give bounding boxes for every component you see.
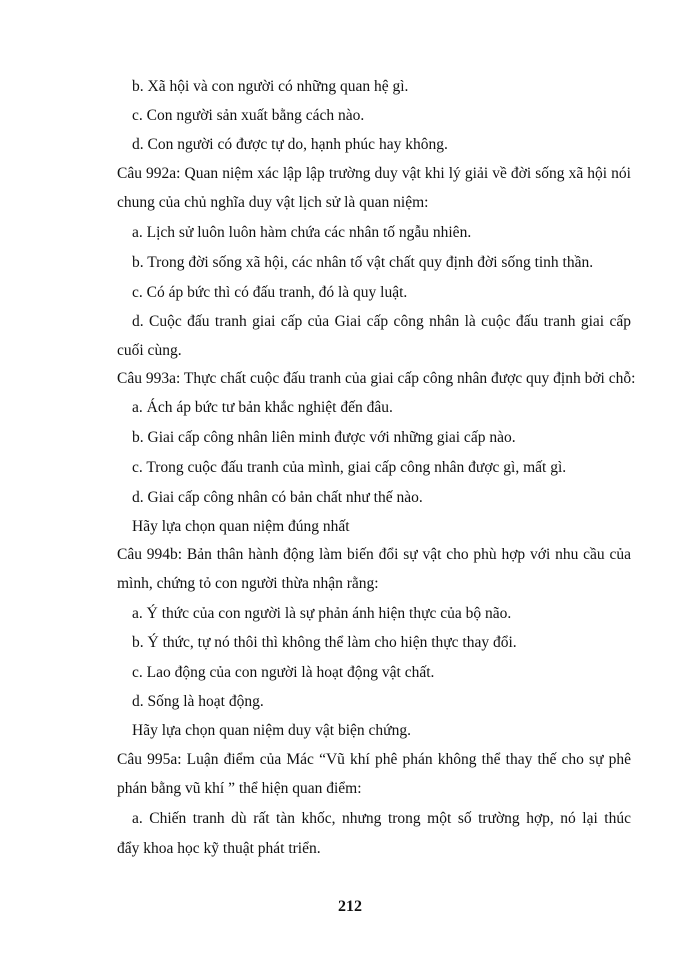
question-992a-option-a: a. Lịch sử luôn luôn hàm chứa các nhân tố ngẫu nhiên. <box>132 224 472 241</box>
question-992a-option-d-line-2: cuối cùng. <box>117 342 182 359</box>
question-994b-line-1: Câu 994b: Bản thân hành động làm biến đổi sự vật cho phù hợp với nhu cầu của <box>117 546 631 563</box>
question-993a-option-b: b. Giai cấp công nhân liên minh được với những giai cấp nào. <box>132 429 516 446</box>
option-b-text: b. Xã hội và con người có những quan hệ gì. <box>132 78 409 95</box>
question-995a-line-2: phán bằng vũ khí ” thể hiện quan điểm: <box>117 780 362 797</box>
question-993a-instruction: Hãy lựa chọn quan niệm đúng nhất <box>132 518 350 535</box>
question-994b-line-2: mình, chứng tỏ con người thừa nhận rằng: <box>117 575 379 592</box>
question-994b-option-a: a. Ý thức của con người là sự phản ánh hiện thực của bộ não. <box>132 605 512 622</box>
question-993a-option-d: d. Giai cấp công nhân có bản chất như thế nào. <box>132 489 423 506</box>
question-994b-instruction: Hãy lựa chọn quan niệm duy vật biện chứng. <box>132 722 411 739</box>
question-993a-text: Câu 993a: Thực chất cuộc đấu tranh của giai cấp công nhân được quy định bởi chỗ: <box>117 370 636 387</box>
question-995a-option-a-line-1: a. Chiến tranh dù rất tàn khốc, nhưng trong một số trường hợp, nó lại thúc <box>132 810 631 827</box>
question-992a-line-2: chung của chủ nghĩa duy vật lịch sử là quan niệm: <box>117 194 429 211</box>
question-992a-option-c: c. Có áp bức thì có đấu tranh, đó là quy luật. <box>132 284 408 301</box>
question-994b-option-d: d. Sống là hoạt động. <box>132 693 264 710</box>
option-d-text: d. Con người có được tự do, hạnh phúc hay không. <box>132 136 448 153</box>
question-994b-option-b: b. Ý thức, tự nó thôi thì không thể làm cho hiện thực thay đổi. <box>132 634 517 651</box>
question-994b-option-c: c. Lao động của con người là hoạt động vật chất. <box>132 664 435 681</box>
question-993a-option-c: c. Trong cuộc đấu tranh của mình, giai cấp công nhân được gì, mất gì. <box>132 459 567 476</box>
question-992a-option-d-line-1: d. Cuộc đấu tranh giai cấp của Giai cấp công nhân là cuộc đấu tranh giai cấp <box>132 313 631 330</box>
question-995a-option-a-line-2: đẩy khoa học kỹ thuật phát triển. <box>117 840 321 857</box>
question-992a-option-b: b. Trong đời sống xã hội, các nhân tố vật chất quy định đời sống tinh thần. <box>132 254 594 271</box>
question-995a-line-1: Câu 995a: Luận điểm của Mác “Vũ khí phê phán không thể thay thế cho sự phê <box>117 751 631 768</box>
question-992a-line-1: Câu 992a: Quan niệm xác lập lập trường duy vật khi lý giải về đời sống xã hội nói <box>117 165 631 182</box>
page-number: 212 <box>338 898 362 915</box>
option-c-text: c. Con người sản xuất bằng cách nào. <box>132 107 365 124</box>
question-993a-option-a: a. Ách áp bức tư bản khắc nghiệt đến đâu. <box>132 399 393 416</box>
